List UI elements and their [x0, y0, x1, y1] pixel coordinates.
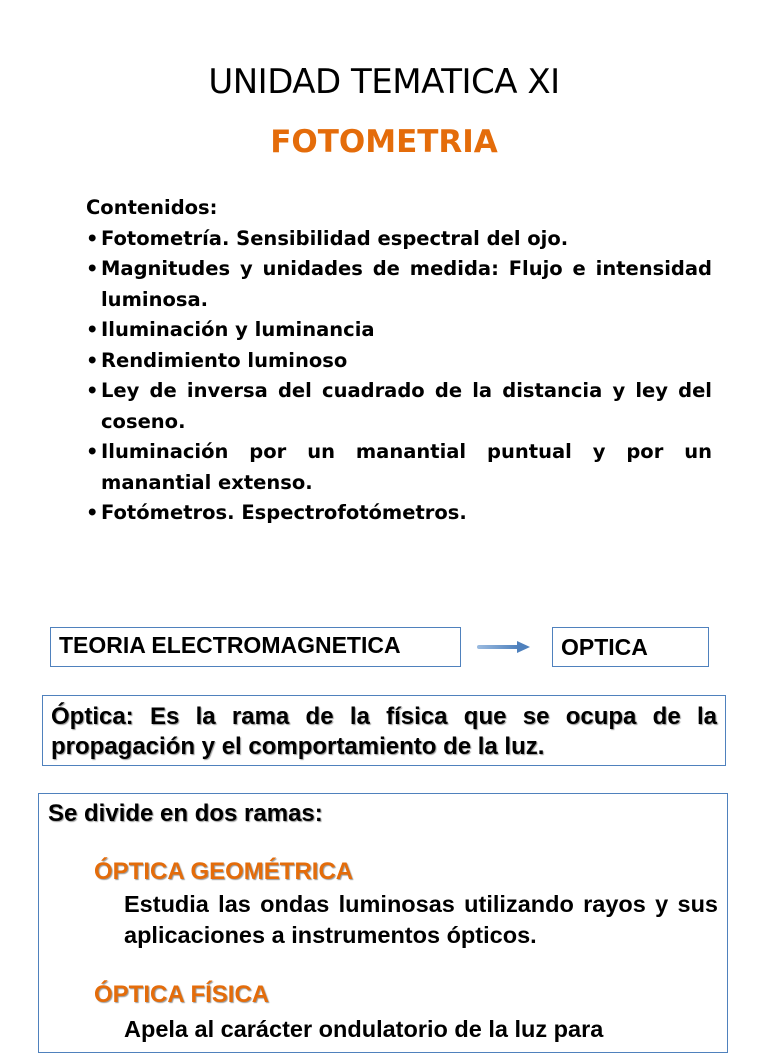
list-item	[86, 498, 712, 529]
page-subtitle: FOTOMETRIA	[270, 124, 498, 160]
list-item	[86, 437, 712, 498]
definition-text: Óptica: Es la rama de la física que se ocupa de la propagación y el comportamiento de la luz.	[51, 703, 717, 760]
branches-box	[38, 793, 728, 1053]
contents-list	[86, 224, 712, 529]
list-item	[86, 315, 712, 346]
bullet-icon: •	[86, 226, 99, 250]
list-item-text: Magnitudes y unidades de medida: Flujo e intensidad luminosa.	[101, 257, 712, 311]
list-item	[86, 376, 712, 437]
branch-name-geometric: ÓPTICA GEOMÉTRICA	[94, 858, 354, 885]
list-item	[86, 224, 712, 255]
contents-heading: Contenidos:	[86, 196, 218, 219]
branch-name-physical: ÓPTICA FÍSICA	[94, 981, 270, 1008]
list-item	[86, 254, 712, 315]
list-item-text: Iluminación y luminancia	[101, 318, 375, 341]
list-item-text: Fotómetros. Espectrofotómetros.	[101, 501, 467, 524]
list-item	[86, 346, 712, 377]
electromagnetic-theory-box	[50, 627, 461, 667]
list-item-text: Ley de inversa del cuadrado de la distancia y ley del coseno.	[101, 379, 712, 433]
electromagnetic-theory-label: TEORIA ELECTROMAGNETICA	[59, 632, 401, 658]
branches-heading: Se divide en dos ramas:	[48, 800, 323, 827]
bullet-icon: •	[86, 440, 99, 463]
arrow-right-icon	[477, 640, 531, 654]
branch-description-physical: Apela al carácter ondulatorio de la luz para	[124, 1016, 604, 1042]
bullet-icon: •	[86, 318, 99, 341]
branch-description-geometric: Estudia las ondas luminosas utilizando rayos y sus aplicaciones a instrumentos ópticos.	[124, 891, 718, 948]
contents-section	[86, 193, 712, 529]
list-item-text: Fotometría. Sensibilidad espectral del ojo.	[101, 226, 569, 250]
list-item-text: Rendimiento luminoso	[101, 348, 348, 372]
bullet-icon: •	[86, 379, 99, 402]
bullet-icon: •	[86, 348, 99, 372]
definition-box	[42, 695, 726, 766]
list-item-text: Iluminación por un manantial puntual y por un manantial extenso.	[101, 440, 712, 494]
bullet-icon: •	[86, 257, 99, 280]
bullet-icon: •	[86, 501, 99, 524]
optica-label: OPTICA	[561, 634, 648, 660]
optica-box	[552, 627, 709, 667]
page-title: UNIDAD TEMATICA XI	[208, 62, 560, 102]
